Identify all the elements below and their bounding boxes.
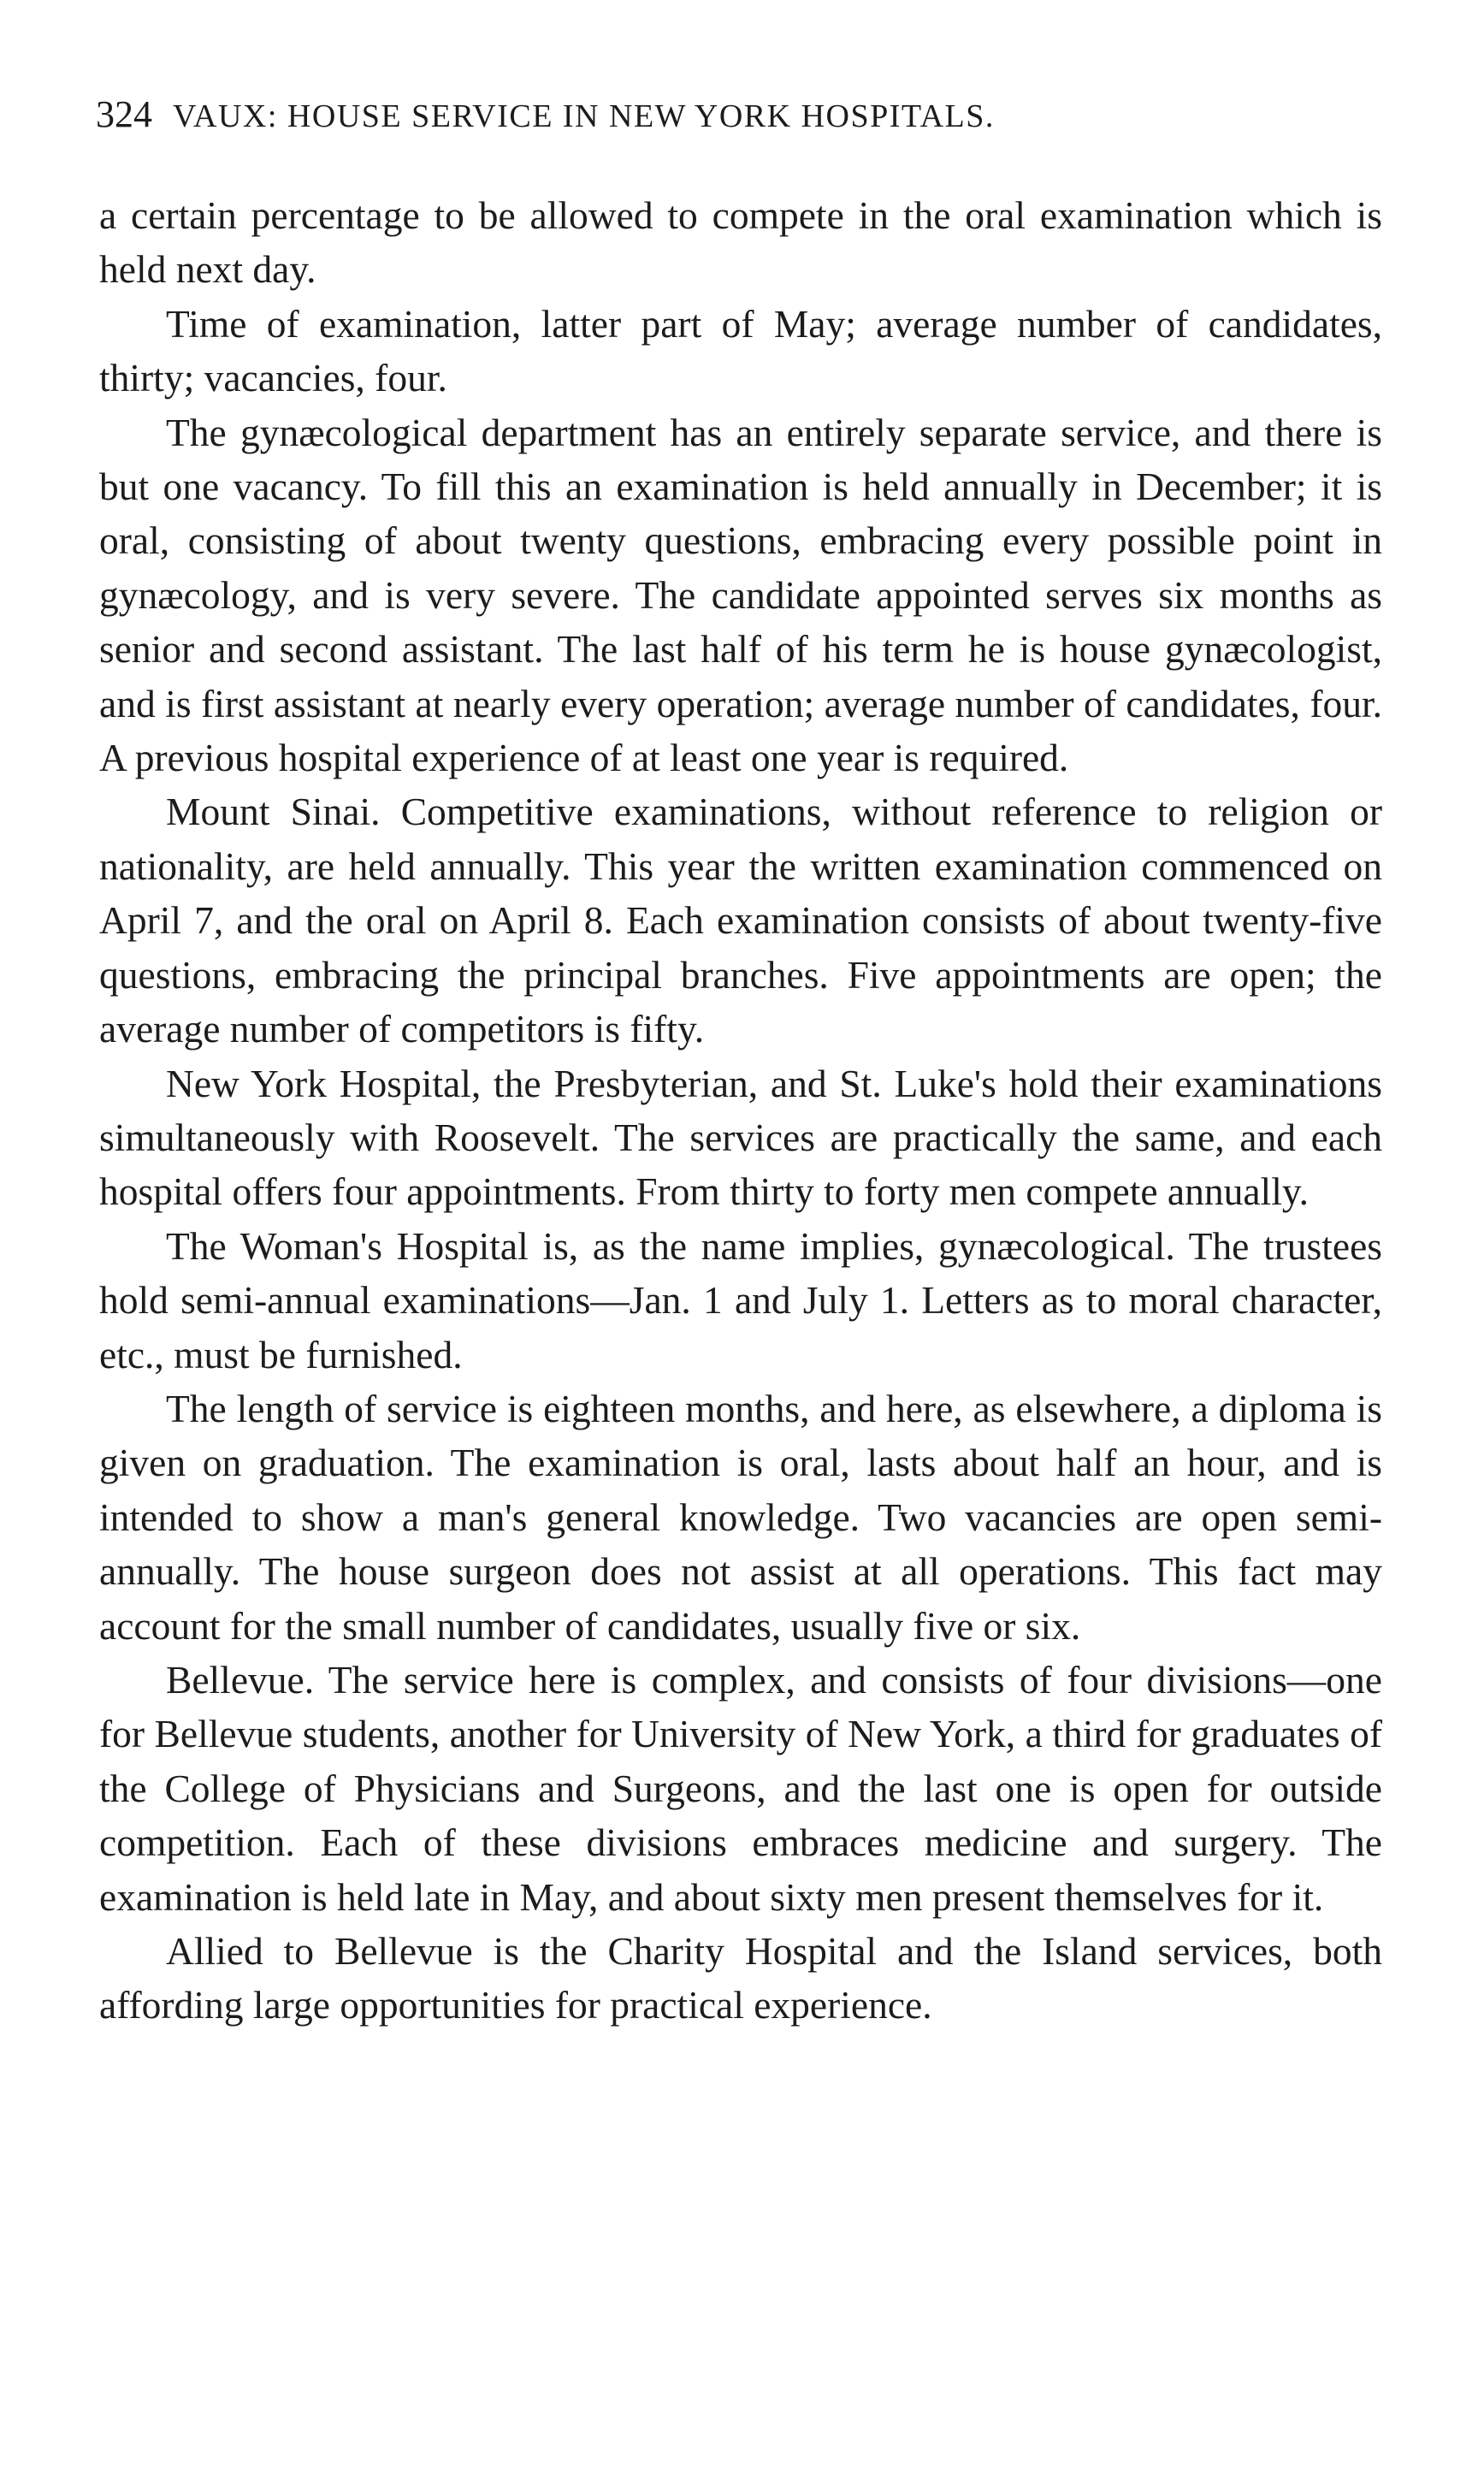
paragraph-charity-hospital: Allied to Bellevue is the Charity Hospital and the Island services, both affording large opportunities for practical experience. bbox=[99, 1929, 1382, 2027]
body-text bbox=[99, 188, 1382, 2033]
paragraph-bellevue: Bellevue. The service here is complex, and consists of four divisions—one for Bellevue students, another for University of New York, a third for graduates of the College of Physicians and Surgeons, and the last one is open for outside competition. Each of these divisions embraces medicine and surgery. The examination is held late in May, and about sixty men present themselves for it. bbox=[99, 1657, 1382, 1919]
running-title: VAUX: HOUSE SERVICE IN NEW YORK HOSPITALS. bbox=[173, 98, 995, 134]
paragraph-examination-time: Time of examination, latter part of May; average number of candidates, thirty; vacancies, four. bbox=[99, 301, 1382, 400]
paragraph-gynaecological-department: The gynæcological department has an entirely separate service, and there is but one vacancy. To fill this an examination is held annually in December; it is oral, consisting of about twenty questions, embracing every possible point in gynæcology, and is very severe. The candidate appointed serves six months as senior and second assistant. The last half of his term he is house gynæcologist, and is first assistant at nearly every operation; average number of candidates, four. A previous hospital experience of at least one year is required. bbox=[99, 410, 1382, 780]
paragraph-length-of-service: The length of service is eighteen months, and here, as elsewhere, a diploma is given on graduation. The examination is oral, lasts about half an hour, and is intended to show a man's general knowledge. Two vacancies are open semi-annually. The house surgeon does not assist at all operations. This fact may account for the small number of candidates, usually five or six. bbox=[99, 1386, 1382, 1648]
paragraph-mount-sinai: Mount Sinai. Competitive examinations, without reference to religion or nationality, are held annually. This year the written examination commenced on April 7, and the oral on April 8. Each examination consists of about twenty-five questions, embracing the principal branches. Five appointments are open; the average number of competitors is fifty. bbox=[99, 790, 1382, 1051]
paragraph-womans-hospital: The Woman's Hospital is, as the name implies, gynæcological. The trustees hold semi-annual examinations—Jan. 1 and July 1. Letters as to moral character, etc., must be furnished. bbox=[99, 1223, 1382, 1376]
page-number: 324 bbox=[96, 93, 152, 135]
paragraph-continuation: a certain percentage to be allowed to compete in the oral examination which is held next day. bbox=[99, 193, 1382, 292]
running-head bbox=[96, 92, 1379, 144]
paragraph-new-york-hospital: New York Hospital, the Presbyterian, and St. Luke's hold their examinations simultaneously with Roosevelt. The services are practically the same, and each hospital offers four appointments. From thirty to forty men compete annually. bbox=[99, 1061, 1382, 1214]
